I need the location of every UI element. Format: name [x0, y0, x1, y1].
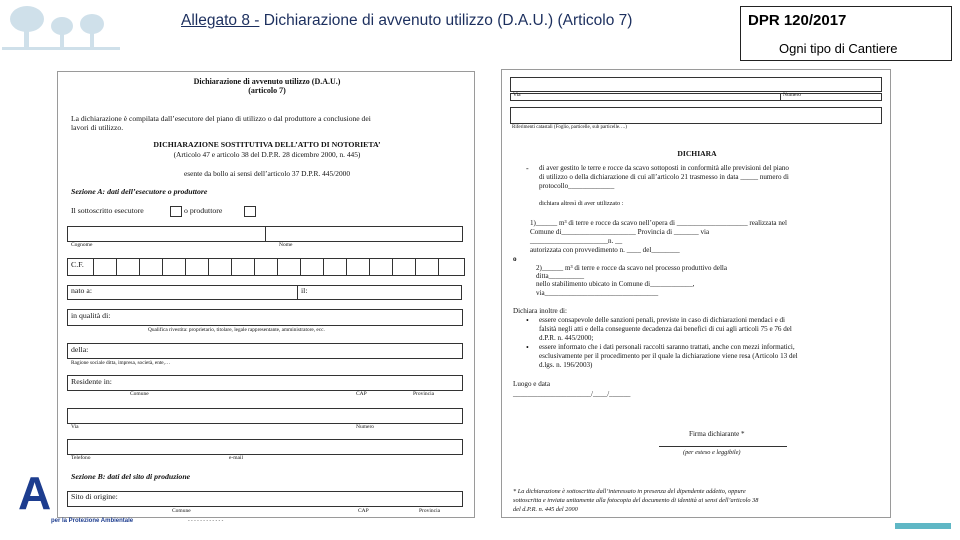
- provincia-b-label: Provincia: [419, 508, 441, 514]
- title-rest: Dichiarazione di avvenuto utilizzo (D.A.U.) (Articolo 7): [259, 12, 633, 29]
- email-label: e-mail: [229, 455, 244, 461]
- dpr-subtitle: Ogni tipo di Cantiere: [779, 41, 898, 56]
- b1-line-2: falsità negli atti e della conseguente decadenza dai benefici di cui agli articoli 75 e 76 del: [539, 325, 792, 333]
- altresi-line: dichiara altresì di aver utilizzato :: [539, 200, 624, 207]
- intro-line-1: La dichiarazione è compilata dall’esecutore del piano di utilizzo o dal produttore a conclusione dei: [71, 114, 371, 123]
- luogo-line[interactable]: ______________________/____/______: [513, 390, 631, 398]
- nato-field[interactable]: [67, 285, 462, 300]
- slide-title: [181, 12, 632, 30]
- footer-mini-text: - - - - - - - - - - - -: [188, 518, 224, 524]
- agency-name: per la Protezione Ambientale: [51, 518, 134, 524]
- cap-b-label: CAP: [358, 508, 369, 514]
- form-heading-sub: (articolo 7): [248, 86, 286, 95]
- u1-line-3: ______________________n. __: [530, 237, 623, 245]
- gestito-line-2: di utilizzo o della dichiarazione di cui all’articolo 21 trasmesso in data _____ numero di: [539, 173, 789, 181]
- bullet-icon: -: [526, 164, 529, 173]
- b2-line-3: d.lgs. n. 196/2003): [539, 361, 593, 369]
- b1-line-3: d.P.R. n. 445/2000;: [539, 334, 594, 342]
- della-label: della:: [71, 345, 89, 354]
- produttore-checkbox[interactable]: [244, 206, 256, 217]
- numero-label: Numero: [356, 424, 375, 430]
- riferimenti-label: Riferimenti catastali (Foglio, particelle, sub particelle….): [512, 125, 627, 130]
- u2-line-3: nello stabilimento ubicato in Comune di____________,: [536, 280, 695, 288]
- qualifica-hint: Qualifica rivestita: proprietario, titolare, legale rappresentante, amministratore, ecc.: [148, 327, 325, 333]
- u2-line-2: ditta__________: [536, 272, 585, 280]
- della-field[interactable]: [67, 343, 463, 359]
- cap-label: CAP: [356, 391, 367, 397]
- b2-line-1: essere informato che i dati personali raccolti saranno trattati, anche con mezzi informatici,: [539, 343, 795, 351]
- luogo-label: Luogo e data: [513, 380, 551, 388]
- gestito-line-3: protocollo_____________: [539, 182, 615, 190]
- nato-label: nato a:: [71, 286, 92, 295]
- cognome-nome-field[interactable]: [67, 226, 463, 242]
- residente-field[interactable]: [67, 375, 463, 391]
- cognome-label: Cognome: [71, 242, 93, 248]
- stamp-note: esente da bollo ai sensi dell’articolo 37 D.P.R. 445/2000: [183, 169, 351, 178]
- comune-label: Comune: [130, 391, 149, 397]
- note-line-3: del d.P.R. n. 445 del 2000: [513, 506, 578, 513]
- footer-accent-bar: [895, 523, 951, 529]
- residente-label: Residente in:: [71, 377, 112, 386]
- b2-line-2: esclusivamente per il procedimento per il quale la dichiarazione viene resa (Articolo 13 del: [539, 352, 798, 360]
- dichiara-heading: DICHIARA: [677, 149, 717, 158]
- form-page-1: [57, 71, 475, 518]
- provincia-label: Provincia: [413, 391, 435, 397]
- telefono-field[interactable]: [67, 439, 463, 455]
- ragione-hint: Ragione sociale ditta, impresa, società, ente,…: [71, 360, 171, 366]
- form-heading: Dichiarazione di avvenuto utilizzo (D.A.U.): [193, 77, 341, 86]
- produttore-label: o produttore: [184, 206, 223, 215]
- via-field[interactable]: [67, 408, 463, 424]
- dpr-title: DPR 120/2017: [748, 12, 847, 29]
- telefono-label: Telefono: [71, 455, 91, 461]
- u1-line-1: 1)______ m³ di terre e rocce da scavo nell’opera di ____________________ realizzata nel: [530, 219, 788, 227]
- section-a-title: Sezione A: dati dell’esecutore o produttore: [71, 187, 208, 196]
- u2-line-4: via________________________________: [536, 289, 659, 297]
- bullet-icon: •: [526, 343, 529, 352]
- u2-line-1: 2)______ m³ di terre e rocce da scavo nel processo produttivo della: [536, 264, 728, 272]
- title-underlined: Allegato 8 -: [181, 12, 260, 29]
- p2-numero-label: Numero: [783, 92, 802, 98]
- intro-line-2: lavori di utilizzo.: [71, 123, 124, 132]
- il-label: il:: [301, 286, 308, 295]
- p2-via-label: Via: [513, 92, 521, 98]
- agency-logo: A: [18, 467, 52, 519]
- note-line-1: * La dichiarazione è sottoscritta dall’interessato in presenza del dipendente addetto, oppure: [513, 488, 746, 495]
- page2-top-field[interactable]: [510, 77, 882, 92]
- firma-label: Firma dichiarante *: [689, 430, 745, 438]
- qualita-label: in qualità di:: [71, 311, 111, 320]
- gestito-line-1: di aver gestito le terre e rocce da scavo sottoposti in conformità alle previsioni del piano: [539, 164, 789, 172]
- comune-b-label: Comune: [172, 508, 191, 514]
- trees-logo-icon: [2, 2, 120, 54]
- firma-line[interactable]: [659, 446, 787, 447]
- section-sub: (Articolo 47 e articolo 38 del D.P.R. 28 dicembre 2000, n. 445): [173, 150, 361, 159]
- u1-line-2: Comune di_____________________ Provincia di _______ via: [530, 228, 710, 236]
- inoltre-line: Dichiara inoltre di:: [513, 307, 567, 315]
- firma-sub: (per esteso e leggibile): [683, 449, 741, 456]
- dpr-box: [740, 6, 952, 61]
- esecutore-checkbox[interactable]: [170, 206, 182, 217]
- b1-line-1: essere consapevole delle sanzioni penali, previste in caso di dichiarazioni mendaci e di: [539, 316, 786, 324]
- section-b-title: Sezione B: dati del sito di produzione: [71, 472, 191, 481]
- via-numero-field[interactable]: [510, 93, 882, 101]
- sito-field[interactable]: [67, 491, 463, 507]
- nome-label: Nome: [279, 242, 293, 248]
- sottoscritto-label: Il sottoscritto esecutore: [71, 206, 144, 215]
- sito-label: Sito di origine:: [71, 492, 118, 501]
- riferimenti-field[interactable]: [510, 107, 882, 124]
- or-label: o: [513, 255, 517, 263]
- note-line-2: sottoscritta e inviata unitamente alla fotocopia del documento di identità ai sensi dell’articolo 38: [513, 497, 759, 504]
- cf-label: C.F.: [71, 260, 84, 269]
- qualita-field[interactable]: [67, 309, 463, 326]
- u1-line-4: autorizzata con provvedimento n. ____ del________: [530, 246, 680, 254]
- form-page-2: [501, 69, 891, 518]
- section-title: DICHIARAZIONE SOSTITUTIVA DELL’ATTO DI NOTORIETA’: [153, 140, 381, 149]
- codice-fiscale-field[interactable]: [67, 258, 465, 276]
- via-label: Via: [71, 424, 79, 430]
- bullet-icon: •: [526, 316, 529, 325]
